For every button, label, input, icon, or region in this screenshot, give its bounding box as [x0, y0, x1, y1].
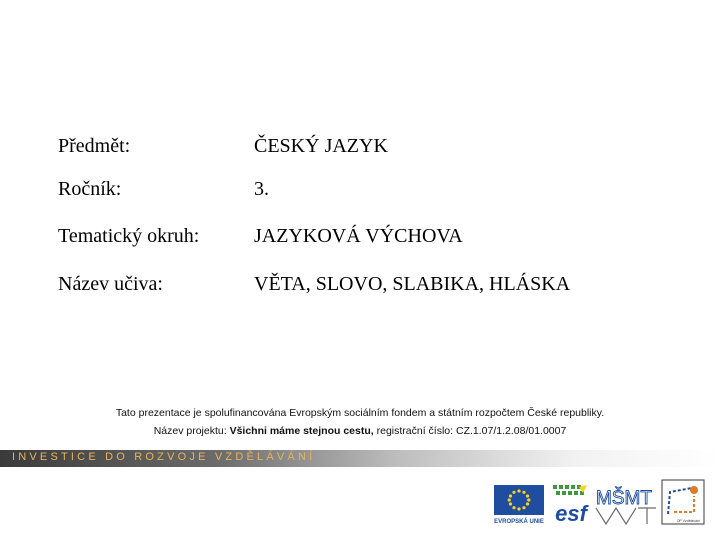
field-value: ČESKÝ JAZYK — [254, 135, 388, 157]
field-label: Ročník: — [58, 178, 122, 200]
funding-note: Tato prezentace je spolufinancována Evropským sociálním fondem a státním rozpočtem České republiky. — [115, 407, 605, 419]
esf-logo — [549, 483, 593, 525]
eu-label: EVROPSKÁ UNIE — [494, 519, 544, 525]
band-text: INVESTICE DO ROZVOJE VZDĚLÁVÁNÍ — [12, 451, 316, 463]
field-value: JAZYKOVÁ VÝCHOVA — [254, 225, 463, 247]
field-value: 3. — [254, 178, 269, 200]
msmt-label: MŠMT — [596, 488, 652, 509]
op-education-logo — [660, 478, 706, 526]
field-label: Název učiva: — [58, 273, 163, 295]
field-label: Tematický okruh: — [58, 225, 200, 247]
project-prefix: Název projektu: — [153, 425, 230, 437]
esf-label: esf — [555, 501, 587, 525]
investment-band — [0, 450, 720, 467]
registration-number: registrační číslo: CZ.1.07/1.2.08/01.0007 — [373, 425, 567, 437]
project-line — [0, 424, 720, 438]
field-value: VĚTA, SLOVO, SLABIKA, HLÁSKA — [254, 273, 571, 295]
op-label: OP Vzdělávání — [676, 519, 700, 523]
project-name: Všichni máme stejnou cestu, — [229, 425, 374, 437]
eu-flag-logo — [492, 483, 546, 525]
msmt-logo — [594, 484, 658, 526]
field-label: Předmět: — [58, 135, 131, 157]
